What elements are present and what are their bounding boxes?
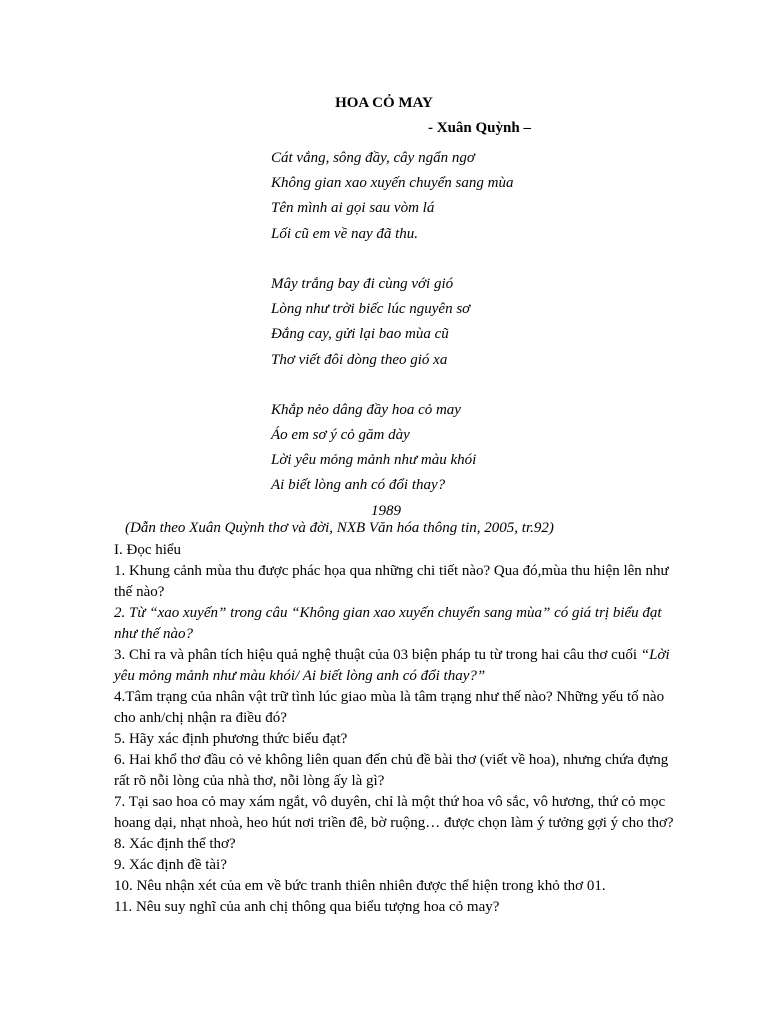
poem-body [271,148,513,501]
question-10: 10. Nêu nhận xét của em về bức tranh thiên nhiên được thể hiện trong khỏ thơ 01. [114,878,606,894]
poem-line: Đắng cay, gửi lại bao mùa cũ [271,326,449,343]
question-3-text: 3. Chỉ ra và phân tích hiệu quả nghệ thuật của 03 biện pháp tu từ trong hai câu thơ cuối [114,647,641,663]
question-1: 1. Khung cảnh mùa thu được phác họa qua những chi tiết nào? Qua đó,mùa thu hiện lên như thế nào? [114,563,669,600]
question-3-quote: “Lời yêu mỏng mảnh như màu khói/ Ai biết lòng anh có đổi thay?” [114,647,670,684]
poem-line: Thơ viết đôi dòng theo gió xa [271,351,448,368]
question-6: 6. Hai khổ thơ đầu cỏ vẻ không liên quan đến chủ đề bài thơ (viết về hoa), nhưng chứa đựng rất rõ nỗi lòng của nhà thơ, nỗi lòng ấy là gì? [114,752,669,789]
question-2: 2. Từ “xao xuyến” trong câu “Không gian xao xuyến chuyển sang mùa” có giá trị biểu đạt như thế nào? [114,605,662,642]
section-heading: I. Đọc hiểu [114,542,182,558]
poem-line: Lời yêu mỏng mảnh như màu khói [271,452,477,469]
poem-source-citation: (Dẫn theo Xuân Quỳnh thơ và đời, NXB Văn hóa thông tin, 2005, tr.92) [125,520,554,536]
poem-title: HOA CỎ MAY [335,95,433,111]
poem-line: Mây trắng bay đi cùng với gió [271,275,454,292]
poem-line: Tên mình ai gọi sau vòm lá [271,200,435,217]
stanza-gap [271,249,513,274]
poem-line: Lòng như trời biếc lúc nguyên sơ [271,301,471,318]
poem-year: 1989 [371,503,401,519]
poem-line: Không gian xao xuyến chuyển sang mùa [271,175,514,192]
question-8: 8. Xác định thể thơ? [114,836,236,852]
stanza-gap [271,375,513,400]
poem-line: Cát vắng, sông đầy, cây ngẩn ngơ [271,150,475,166]
question-4: 4.Tâm trạng của nhân vật trữ tình lúc giao mùa là tâm trạng như thế nào? Những yếu tố nào cho anh/chị nhận ra điều đó? [114,689,665,726]
poem-line: Ai biết lòng anh có đổi thay? [271,477,446,494]
question-5: 5. Hãy xác định phương thức biểu đạt? [114,731,348,747]
question-11: 11. Nêu suy nghĩ của anh chị thông qua biểu tượng hoa cỏ may? [114,899,500,915]
question-7: 7. Tại sao hoa cỏ may xám ngắt, vô duyên, chỉ là một thứ hoa vô sắc, vô hương, thứ cỏ mọc hoang dại, nhạt nhoà, heo hút nơi triền đê, bờ ruộng… được chọn làm ý tưởng gợi ý cho thơ? [114,794,674,831]
question-9: 9. Xác định đề tài? [114,857,227,873]
poem-line: Lối cũ em về nay đã thu. [271,225,419,242]
question-3 [114,645,680,687]
questions-section [114,540,680,918]
poem-line: Khắp nẻo dâng đầy hoa cỏ may [271,401,461,418]
poem-line: Áo em sơ ý cỏ găm dày [271,427,410,444]
poem-author: - Xuân Quỳnh – [428,120,531,136]
